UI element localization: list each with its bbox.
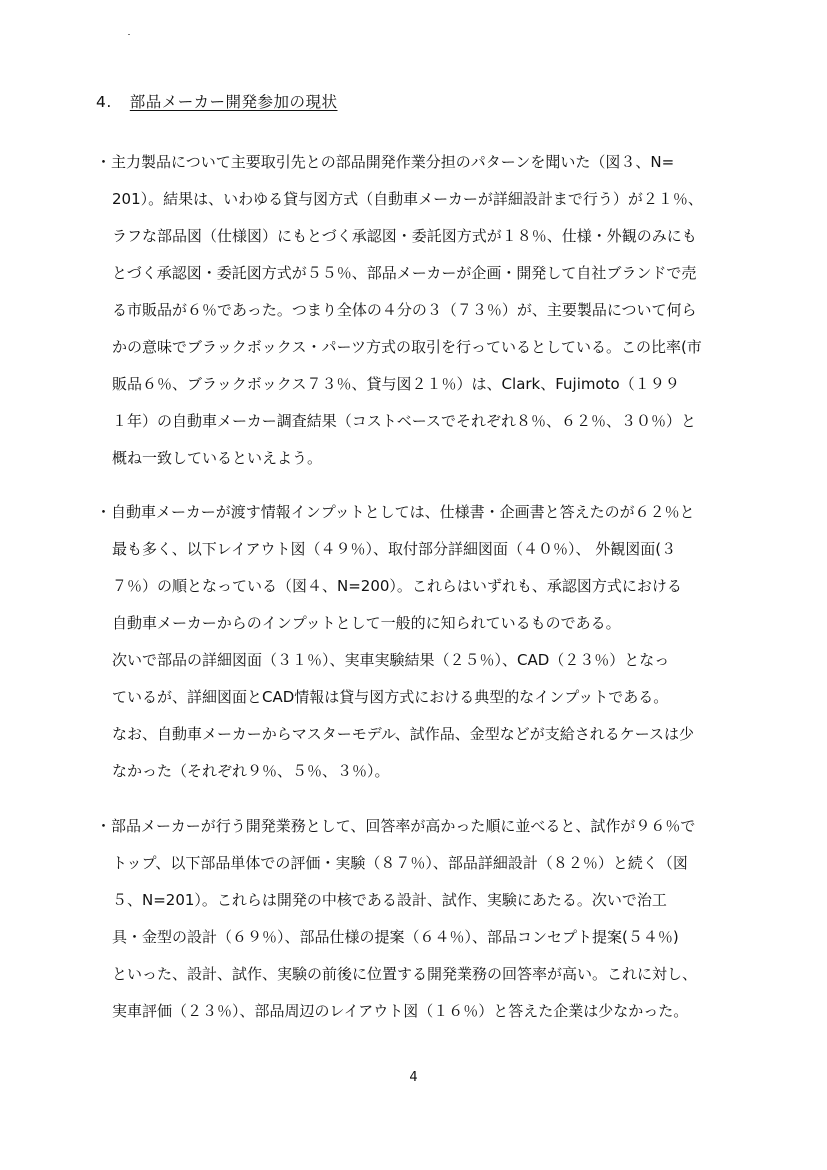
paragraph-line: 実車評価（２３％）、部品周辺のレイアウト図（１６％）と答えた企業は少なかった。	[112, 1002, 689, 1020]
paragraph-line: る市販品が６％であった。つまり全体の４分の３（７３％）が、主要製品について何ら	[112, 301, 697, 319]
paragraph-line: ・自動車メーカーが渡す情報インプットとしては、仕様書・企画書と答えたのが６２％と	[96, 503, 695, 521]
paragraph-2	[96, 494, 776, 790]
section-heading	[96, 90, 338, 112]
paragraph-line: かの意味でブラックボックス・パーツ方式の取引を行っているとしている。この比率(市	[112, 338, 702, 356]
paragraph-line: 自動車メーカーからのインプットとして一般的に知られているものである。	[112, 614, 621, 632]
paragraph-line: ているが、詳細図面とCAD情報は貸与図方式における典型的なインプットである。	[112, 688, 669, 706]
paragraph-line: 販品６％、ブラックボックス７３％、貸与図２１％）は、Clark、Fujimoto（１９９	[112, 375, 680, 393]
scan-speck	[128, 34, 130, 35]
paragraph-line: ・部品メーカーが行う開発業務として、回答率が高かった順に並べると、試作が９６％で	[96, 817, 696, 835]
paragraph-line: 最も多く、以下レイアウト図（４９％）、取付部分詳細図面（４０％）、 外観図面(３	[112, 540, 677, 558]
paragraph-1	[96, 144, 776, 477]
page-number: 4	[409, 1070, 418, 1085]
section-title: 部品メーカー開発参加の現状	[129, 93, 338, 111]
paragraph-line: ５、N=201）。これらは開発の中核である設計、試作、実験にあたる。次いで治工	[112, 891, 667, 909]
section-number: 4.	[96, 93, 112, 111]
paragraph-line: ラフな部品図（仕様図）にもとづく承認図・委託図方式が１８％、仕様・外観のみにも	[112, 227, 697, 245]
paragraph-line: トップ、以下部品単体での評価・実験（８７％）、部品詳細設計（８２％）と続く（図	[112, 854, 688, 872]
paragraph-line: といった、設計、試作、実験の前後に位置する開発業務の回答率が高い。これに対し、	[112, 965, 698, 983]
paragraph-line: ７％）の順となっている（図４、N=200）。これらはいずれも、承認図方式における	[112, 577, 682, 595]
paragraph-line: 次いで部品の詳細図面（３１％）、実車実験結果（２５％）、CAD（２３％）となっ	[112, 651, 670, 669]
paragraph-line: ・主力製品について主要取引先との部品開発作業分担のパターンを聞いた（図３、N=	[96, 153, 675, 171]
paragraph-3	[96, 808, 776, 1030]
paragraph-line: 概ね一致しているといえよう。	[112, 449, 323, 467]
paragraph-line: １年）の自動車メーカー調査結果（コストベースでそれぞれ８％、６２％、３０％）と	[112, 412, 696, 430]
paragraph-line: なかった（それぞれ９％、５％、３％）。	[112, 762, 390, 780]
paragraph-line: なお、自動車メーカーからマスターモデル、試作品、金型などが支給されるケースは少	[112, 725, 695, 743]
paragraph-line: 201）。結果は、いわゆる貸与図方式（自動車メーカーが詳細設計まで行う）が２１％、	[112, 190, 703, 208]
paragraph-line: とづく承認図・委託図方式が５５％、部品メーカーが企画・開発して自社ブランドで売	[112, 264, 697, 282]
paragraph-line: 具・金型の設計（６９％）、部品仕様の提案（６４％）、部品コンセプト提案(５４％)	[112, 928, 679, 946]
